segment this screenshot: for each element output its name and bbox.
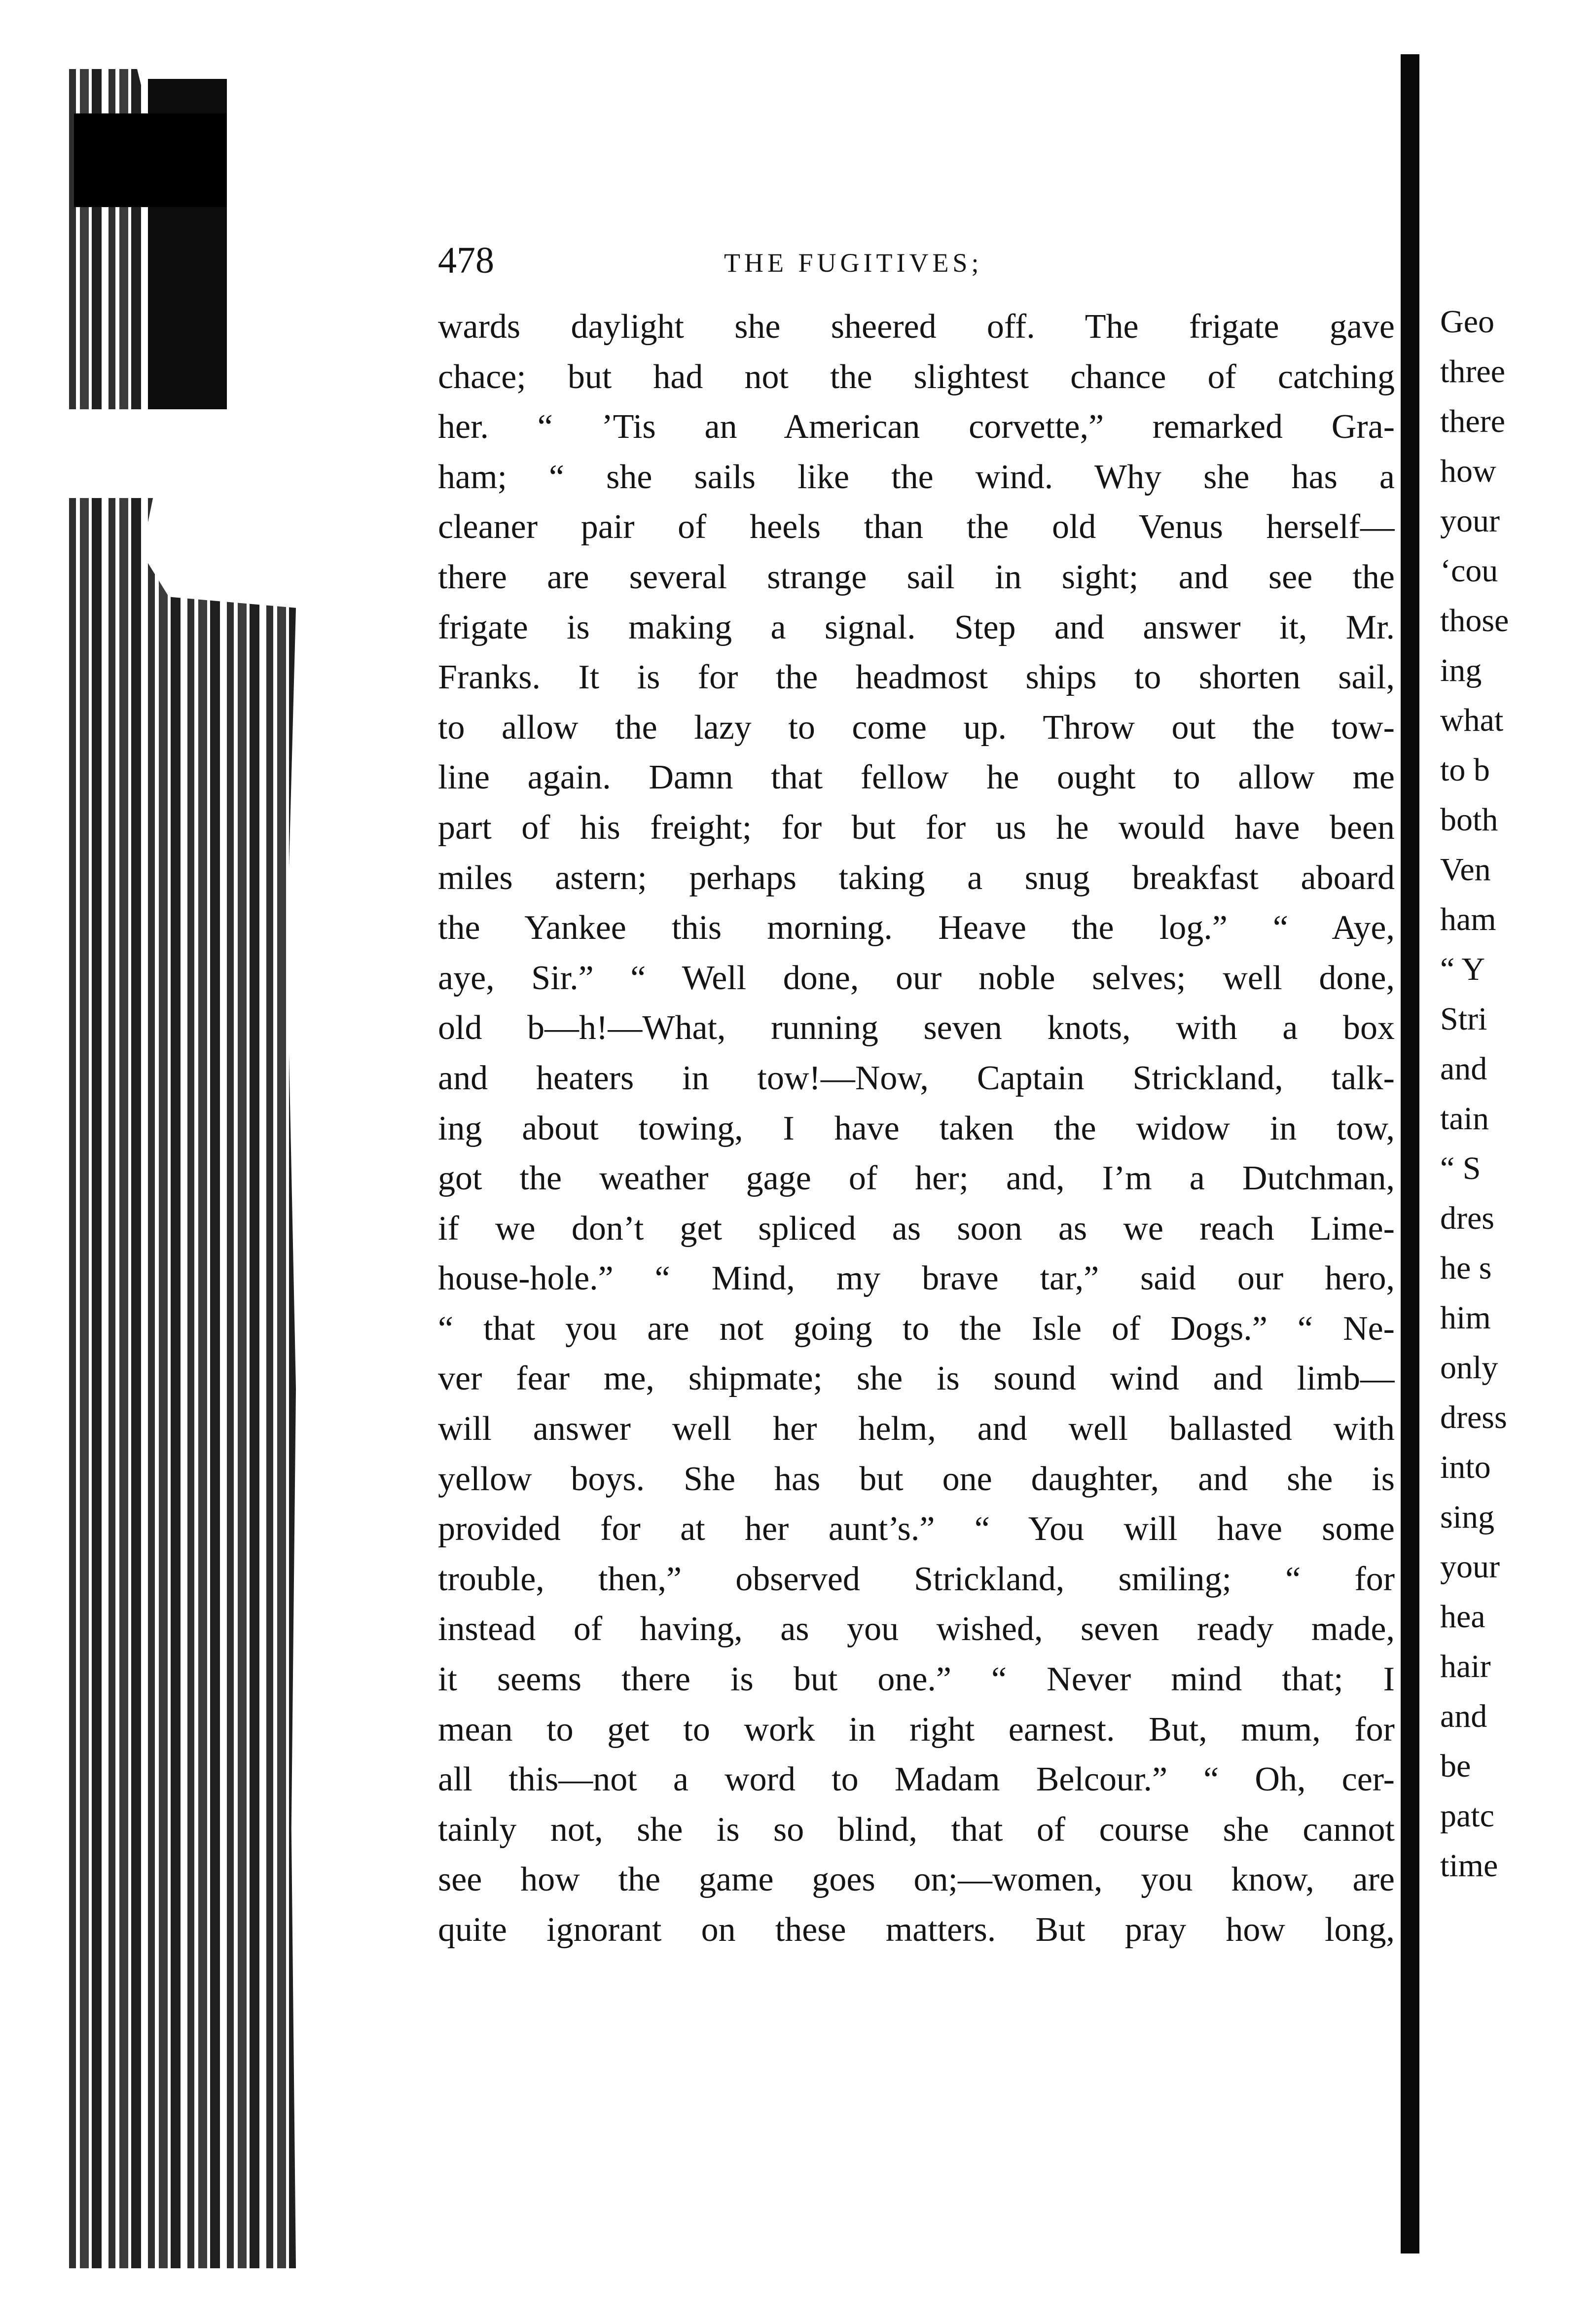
- next-page-fragment: your: [1440, 1549, 1500, 1585]
- text-line: will answer well her helm, and well ballasted with: [438, 1410, 1395, 1448]
- text-line: it seems there is but one.” “ Never mind that; I: [438, 1660, 1395, 1699]
- next-page-fragment: dress: [1440, 1399, 1507, 1435]
- text-line: the Yankee this morning. Heave the log.” “ Aye,: [438, 909, 1395, 947]
- next-page-fragment: patc: [1440, 1798, 1494, 1834]
- text-line: aye, Sir.” “ Well done, our noble selves; well done,: [438, 959, 1395, 997]
- text-line: got the weather gage of her; and, I’m a Dutchman,: [438, 1159, 1395, 1198]
- next-page-fragment: and: [1440, 1051, 1487, 1087]
- text-line: ham; “ she sails like the wind. Why she has a: [438, 458, 1395, 496]
- next-page-fragment: hair: [1440, 1648, 1491, 1684]
- next-page-fragment: Geo: [1440, 304, 1494, 340]
- text-line: there are several strange sail in sight; and see the: [438, 558, 1395, 596]
- next-page-fragment: both: [1440, 802, 1498, 838]
- next-page-fragment: into: [1440, 1449, 1491, 1485]
- text-line: ver fear me, shipmate; she is sound wind and limb—: [438, 1359, 1395, 1398]
- next-page-fragment: time: [1440, 1848, 1498, 1884]
- text-line: if we don’t get spliced as soon as we reach Lime-: [438, 1209, 1395, 1248]
- text-line: old b—h!—What, running seven knots, with a box: [438, 1009, 1395, 1047]
- text-line: quite ignorant on these matters. But pray how long,: [438, 1911, 1395, 1949]
- page-gutter-bar: [1401, 54, 1419, 2253]
- next-page-fragment: hea: [1440, 1599, 1485, 1635]
- text-line: Franks. It is for the headmost ships to shorten sail,: [438, 658, 1395, 697]
- text-line: miles astern; perhaps taking a snug breakfast aboard: [438, 858, 1395, 897]
- next-page-fragment: sing: [1440, 1499, 1495, 1535]
- next-page-fragment: he s: [1440, 1250, 1492, 1286]
- next-page-fragment: tain: [1440, 1101, 1489, 1137]
- next-page-fragment: how: [1440, 453, 1496, 489]
- text-line: see how the game goes on;—women, you know, are: [438, 1860, 1395, 1899]
- next-page-fragment: ham: [1440, 901, 1496, 937]
- text-line: line again. Damn that fellow he ought to allow me: [438, 758, 1395, 797]
- next-page-fragment: three: [1440, 354, 1505, 390]
- next-page-fragment: Ven: [1440, 852, 1491, 888]
- next-page-fragment: him: [1440, 1300, 1491, 1336]
- text-line: to allow the lazy to come up. Throw out the tow-: [438, 708, 1395, 747]
- next-page-fragment: dres: [1440, 1200, 1494, 1236]
- text-line: and heaters in tow!—Now, Captain Strickland, talk-: [438, 1059, 1395, 1097]
- binding-gap: [69, 409, 296, 498]
- body-text: [438, 302, 1395, 1955]
- text-line: mean to get to work in right earnest. But, mum, for: [438, 1710, 1395, 1749]
- next-page-fragment: only: [1440, 1350, 1498, 1386]
- text-line: “ that you are not going to the Isle of Dogs.” “ Ne-: [438, 1309, 1395, 1348]
- text-line: ing about towing, I have taken the widow in tow,: [438, 1109, 1395, 1147]
- next-page-fragment: “ S: [1440, 1150, 1481, 1186]
- text-line: house-hole.” “ Mind, my brave tar,” said our hero,: [438, 1259, 1395, 1298]
- next-page-fragment: and: [1440, 1698, 1487, 1734]
- text-line: part of his freight; for but for us he would have been: [438, 808, 1395, 847]
- next-page-fragment: “ Y: [1440, 951, 1485, 987]
- next-page-fragment: there: [1440, 403, 1505, 439]
- next-page-fragment: be: [1440, 1748, 1471, 1784]
- next-page-fragment: ing: [1440, 652, 1482, 688]
- running-head: [438, 236, 1400, 290]
- text-line: instead of having, as you wished, seven ready made,: [438, 1610, 1395, 1648]
- text-line: chace; but had not the slightest chance of catching: [438, 358, 1395, 396]
- next-page-fragment: Stri: [1440, 1001, 1487, 1037]
- text-line: tainly not, she is so blind, that of course she cannot: [438, 1810, 1395, 1849]
- text-line: frigate is making a signal. Step and answer it, Mr.: [438, 608, 1395, 646]
- next-page-fragment: your: [1440, 503, 1500, 539]
- page-number: 478: [438, 240, 494, 281]
- binding-dark-block: [74, 113, 227, 207]
- text-line: provided for at her aunt’s.” “ You will have some: [438, 1510, 1395, 1548]
- next-page-fragments: [1440, 297, 1593, 1891]
- text-line: all this—not a word to Madam Belcour.” “ Oh, cer-: [438, 1760, 1395, 1799]
- text-line: cleaner pair of heels than the old Venus herself—: [438, 508, 1395, 546]
- text-line: trouble, then,” observed Strickland, smiling; “ for: [438, 1560, 1395, 1598]
- text-line: wards daylight she sheered off. The frigate gave: [438, 308, 1395, 346]
- text-line: her. “ ’Tis an American corvette,” remarked Gra-: [438, 408, 1395, 446]
- text-line: yellow boys. She has but one daughter, and she is: [438, 1460, 1395, 1498]
- next-page-fragment: those: [1440, 603, 1509, 639]
- running-title: THE FUGITIVES;: [724, 248, 983, 278]
- next-page-fragment: ‘cou: [1440, 553, 1498, 589]
- next-page-fragment: what: [1440, 702, 1504, 738]
- next-page-fragment: to b: [1440, 752, 1490, 788]
